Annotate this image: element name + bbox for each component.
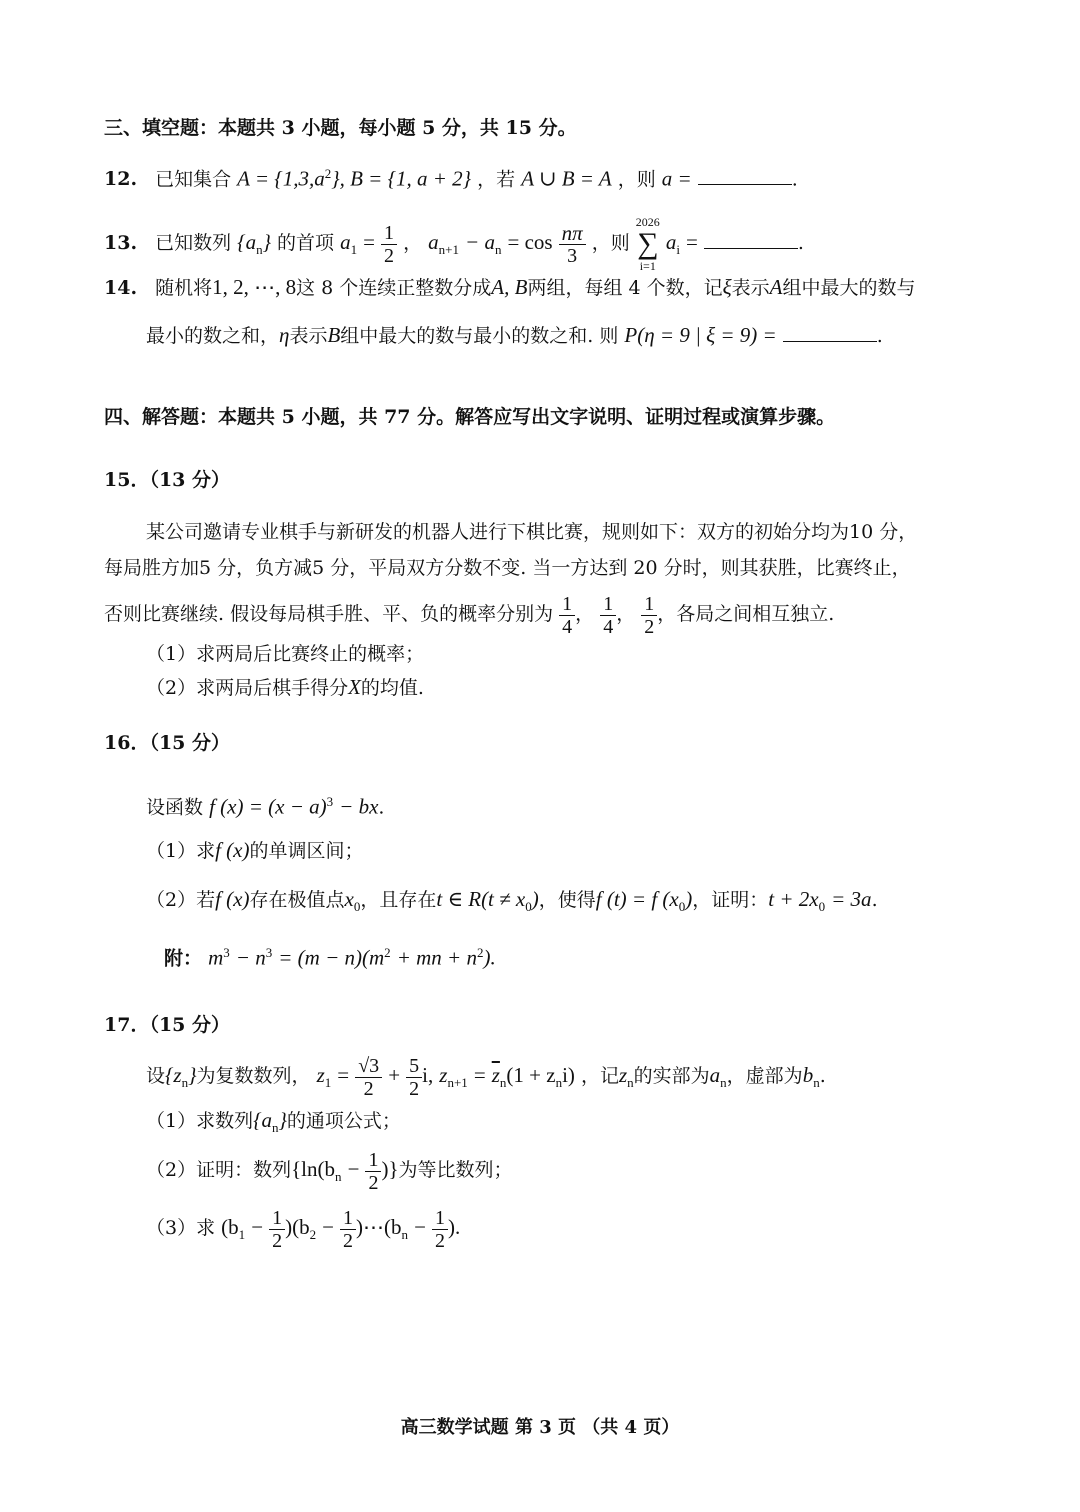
question-14-line-1: 14. 随机将1, 2, ⋯, 8这 8 个连续正整数分成A, B两组，每组 4 个数，记ξ表示A组中最大的数与	[104, 275, 916, 299]
section-3-title: 三、填空题：本题共 3 小题，每小题 5 分，共 15 分。	[104, 117, 577, 139]
question-17-header: 17．（15 分）	[104, 1014, 230, 1036]
question-16-sub-2: （2）若f (x)存在极值点$x_0$，且存在t ∈ $R(t \ne x_0)$，使得f (t) = f $(x_0)$，证明：$t + 2x_0 = 3a$.	[146, 887, 878, 914]
fraction-one-half: $\frac{1}{2}$	[381, 222, 397, 267]
answer-blank-12	[698, 166, 792, 185]
question-13-number: 13.	[104, 232, 138, 254]
question-15-para-2: 每局胜方加5 分，负方减5 分，平局双方分数不变. 当一方达到 20 分时，则其获胜，比赛终止，	[104, 557, 911, 579]
question-15-sub-1: （1）求两局后比赛终止的概率；	[146, 643, 425, 665]
fraction-half-b: $\frac{1}{2}$	[365, 1149, 381, 1194]
fraction-loss: $\frac{1}{2}$	[641, 593, 657, 638]
answer-blank-14	[783, 323, 877, 342]
question-17-sub-3: （3）求 ($b_1$ − $\frac{1}{2}$ )($b_2$ − $\frac{1}{2}$ )$\cdots(b_n$ − $\frac{1}{2}$ ).	[146, 1206, 461, 1252]
section-4-title: 四、解答题：本题共 5 小题，共 77 分。解答应写出文字说明、证明过程或演算步骤。	[104, 406, 836, 428]
question-12-number: 12.	[104, 168, 138, 191]
question-16-function: 设函数 f $(x) = (x - a)^3$ − bx.	[146, 794, 385, 819]
question-12: 12. 已知集合 $A = \{1,3,a^2\}$, B = {1, a + 2} ，若 A ∪ B = A ，则 a = .	[104, 166, 798, 191]
question-15-sub-2: （2）求两局后棋手得分X的均值.	[146, 675, 424, 699]
fraction-draw: $\frac{1}{4}$	[600, 593, 616, 638]
conjugate-z: $\overline{z}$	[491, 1063, 500, 1087]
answer-blank-13	[704, 230, 798, 249]
fraction-half-2: $\frac{1}{2}$	[340, 1207, 356, 1252]
fraction-n-pi-over-3: $\frac{n\pi}{3}$	[559, 222, 586, 267]
question-15-para-3: 否则比赛继续. 假设每局棋手胜、平、负的概率分别为 $\frac{1}{4}$ ， $\frac{1}{4}$ ， $\frac{1}{2}$ ，各局之间相互独立.	[104, 592, 835, 638]
page-footer: 高三数学试题 第 3 页 （共 4 页）	[400, 1417, 680, 1438]
fraction-sqrt3-over-2: $\frac{√3}{2}$	[355, 1055, 382, 1100]
question-15-header: 15．（13 分）	[104, 469, 230, 491]
question-16-header: 16．（15 分）	[104, 732, 230, 754]
fraction-5-over-2: $\frac{5}{2}$	[406, 1055, 422, 1100]
question-17-definition: 设$\{z_n\}$为复数数列， $z_1$ = $\frac{√3}{2}$ + $\frac{5}{2}$ i, $z_{n+1} = \overline{z}_n(1 + z_ni)$ ，记$z_n$的实部为$a_n$，虚部为$b_n$.	[146, 1054, 826, 1100]
question-15-para-1: 某公司邀请专业棋手与新研发的机器人进行下棋比赛，规则如下：双方的初始分均为10 分，	[146, 521, 918, 543]
question-14-line-2: 最小的数之和，η表示B组中最大的数与最小的数之和. 则 P(η = 9 | ξ = 9) = .	[146, 323, 883, 347]
summation-sign: 2026 ∑ i=1	[635, 215, 660, 273]
fraction-half-1: $\frac{1}{2}$	[269, 1207, 285, 1252]
fraction-win: $\frac{1}{4}$	[559, 593, 575, 638]
question-16-sub-1: （1）求f (x)的单调区间；	[146, 838, 364, 862]
question-17-sub-2: （2）证明：数列{$\ln(b_n$ − $\frac{1}{2}$ )}为等比数列；	[146, 1148, 513, 1194]
question-13: 13. 已知数列 $\{a_n\}$ 的首项 $a_1$ = $\frac{1}{2}$ ， $a_{n+1} - a_n = \cos$ $\frac{n\pi}{3}$ ，则 2026 ∑ i=1 $a_i$ = .	[104, 215, 804, 273]
question-17-sub-1: （1）求数列$\{a_n\}$的通项公式；	[146, 1108, 401, 1135]
question-14-number: 14.	[104, 277, 138, 299]
question-16-note: 附： $m^3 - n^3 = (m - n)(m^2$ + mn + $n^2$).	[164, 945, 496, 970]
fraction-half-n: $\frac{1}{2}$	[432, 1207, 448, 1252]
